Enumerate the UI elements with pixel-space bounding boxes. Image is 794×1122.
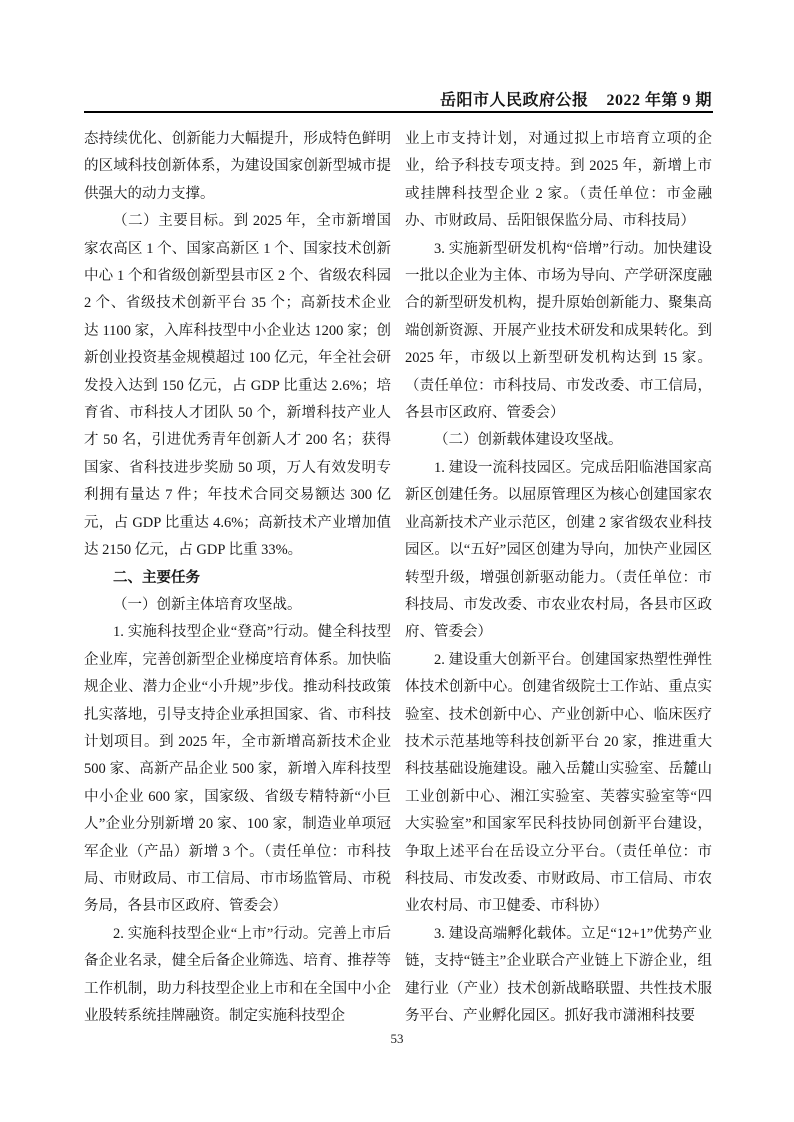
- right-column: [405, 126, 712, 1034]
- paragraph: 态持续优化、创新能力大幅提升，形成特色鲜明的区域科技创新体系，为建设国家创新型城市提供强大的动力支撑。: [84, 131, 391, 202]
- paragraph: 2. 实施科技型企业“上市”行动。完善上市后备企业名录，健全后备企业筛选、培育、推荐等工作机制，助力科技型企业上市和在全国中小企业股转系统挂牌融资。制定实施科技型企: [84, 925, 391, 1024]
- section-heading: 二、主要任务: [113, 569, 200, 586]
- header-rule: [84, 111, 713, 113]
- text-columns: [84, 126, 712, 1034]
- paragraph: 业上市支持计划，对通过拟上市培育立项的企业，给予科技专项支持。到 2025 年，新增上市或挂牌科技型企业 2 家。（责任单位：市金融办、市财政局、岳阳银保监分局、市科技局）: [405, 131, 712, 230]
- paragraph: （二）创新载体建设攻坚战。: [434, 432, 623, 449]
- gazette-title: 岳阳市人民政府公报: [439, 92, 589, 109]
- paragraph: （二）主要目标。到 2025 年，全市新增国家农高区 1 个、国家高新区 1 个、国家技术创新中心 1 个和省级创新型县市区 2 个、省级农科园 2 个、省级技术创新平台 35 个；高新技术企业达 1100 家，入库科技型中小企业达 1200 家；创新创业投资基金规模超过 100 亿元，年全社会研发投入达到 150 亿元，占 GDP 比重达 2.6%；培育省、市科技人才团队 50 个，新增科技产业人才 50 名，引进优秀青年创新人才 200 名；获得国家、省科技进步奖励 50 项，万人有效发明专利拥有量达 7 件；年技术合同交易额达 300 亿元，占 GDP 比重达 4.6%；高新技术产业增加值达 2150 亿元，占 GDP 比重 33%。: [84, 213, 391, 559]
- paragraph: 2. 建设重大创新平台。创建国家热塑性弹性体技术创新中心。创建省级院士工作站、重点实验室、技术创新中心、产业创新中心、临床医疗技术示范基地等科技创新平台 20 家，推进重大科技基础设施建设。融入岳麓山实验室、岳麓山工业创新中心、湘江实验室、芙蓉实验室等“四大实验室”和国家军民科技协同创新平台建设，争取上述平台在岳设立分平台。（责任单位：市科技局、市发改委、市财政局、市工信局、市农业农村局、市卫健委、市科协）: [405, 651, 712, 915]
- paragraph: （一）创新主体培育攻坚战。: [113, 596, 302, 613]
- paragraph: 1. 建设一流科技园区。完成岳阳临港国家高新区创建任务。以屈原管理区为核心创建国家农业高新技术产业示范区，创建 2 家省级农业科技园区。以“五好”园区创建为导向，加快产业园区转型升级，增强创新驱动能力。（责任单位：市科技局、市发改委、市农业农村局，各县市区政府、管委会）: [405, 459, 712, 641]
- gazette-issue: 2022 年第 9 期: [606, 92, 712, 109]
- page-number: 53: [390, 1031, 404, 1046]
- left-column: [84, 126, 391, 1034]
- paragraph: 3. 建设高端孵化载体。立足“12+1”优势产业链，支持“链主”企业联合产业链上下游企业，组建行业（产业）技术创新战略联盟、共性技术服务平台、产业孵化园区。抓好我市潇湘科技要: [405, 925, 712, 1024]
- paragraph: 3. 实施新型研发机构“倍增”行动。加快建设一批以企业为主体、市场为导向、产学研深度融合的新型研发机构，提升原始创新能力、聚集高端创新资源、开展产业技术研发和成果转化。到 2025 年，市级以上新型研发机构达到 15 家。（责任单位：市科技局、市发改委、市工信局，各县市区政府、管委会）: [405, 240, 712, 422]
- page-header: [84, 87, 712, 110]
- paragraph: 1. 实施科技型企业“登高”行动。健全科技型企业库，完善创新型企业梯度培育体系。加快临规企业、潜力企业“小升规”步伐。推动科技政策扎实落地，引导支持企业承担国家、省、市科技计划项目。到 2025 年，全市新增高新技术企业 500 家、高新产品企业 500 家，新增入库科技型中小企业 600 家，国家级、省级专精特新“小巨人”企业分别新增 20 家、100 家，制造业单项冠军企业（产品）新增 3 个。（责任单位：市科技局、市财政局、市工信局、市市场监管局、市税务局，各县市区政府、管委会）: [84, 624, 391, 915]
